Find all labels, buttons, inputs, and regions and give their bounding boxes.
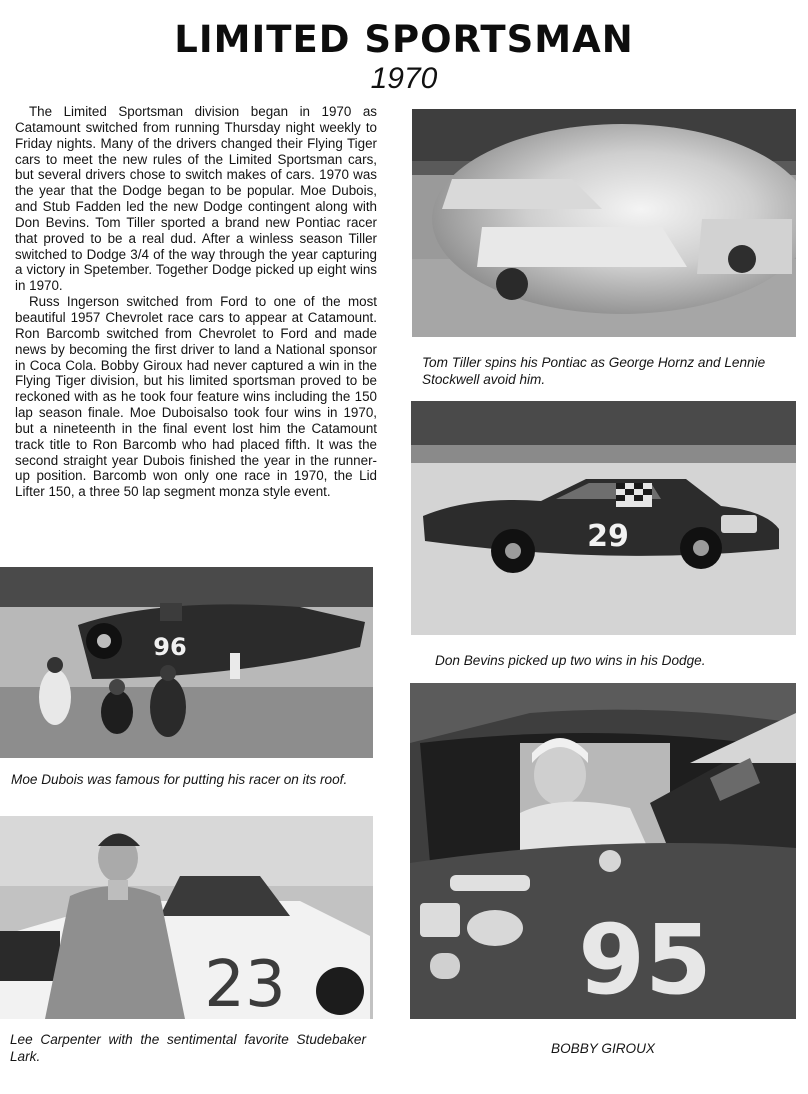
carpenter-car-number: 23 [204, 948, 286, 1019]
article-body [15, 104, 377, 500]
bevins-car-number: 29 [587, 519, 629, 554]
giroux-caption: BOBBY GIROUX [551, 1041, 655, 1056]
dubois-car-number: 96 [153, 633, 187, 661]
article-paragraph: The Limited Sportsman division began in 1970 as Catamount switched from running Thursday night weekly to Friday nights. Many of the drivers changed their Flying Tiger cars to meet the new rules of the Limited Sportsman cars, but several drivers chose to switch makes of cars. 1970 was the year that the Dodge began to be popular. Moe Dubois, and Stub Fadden led the new Dodge contingent along with Don Bevins. Tom Tiller sported a brand new Pontiac racer that proved to be a real dud. After a winless season Tiller switched to Dodge 3/4 of the way through the year capturing a victory in Spetember. Together Dodge picked up eight wins in 1970. [15, 104, 377, 294]
carpenter-photo [0, 816, 373, 1019]
page-year: 1970 [370, 62, 438, 95]
page-title: LIMITED SPORTSMAN [174, 18, 634, 61]
tiller-spin-photo [412, 109, 796, 337]
giroux-photo [410, 683, 796, 1019]
bevins-caption: Don Bevins picked up two wins in his Dodge. [435, 653, 706, 668]
dubois-photo [0, 567, 373, 758]
tiller-spin-caption: Tom Tiller spins his Pontiac as George Hornz and Lennie Stockwell avoid him. [422, 355, 766, 387]
dubois-caption: Moe Dubois was famous for putting his racer on its roof. [11, 772, 348, 787]
bevins-photo [411, 401, 796, 635]
giroux-car-number: 95 [578, 904, 712, 1016]
carpenter-caption: Lee Carpenter with the sentimental favorite Studebaker Lark. [10, 1032, 366, 1064]
article-paragraph: Russ Ingerson switched from Ford to one of the most beautiful 1957 Chevrolet race cars to appear at Catamount. Ron Barcomb switched from Chevrolet to Ford and made news by becoming the first driver to land a National sponsor in Coca Cola. Bobby Giroux had never captured a win in the Flying Tiger division, but his limited sportsman proved to be reckoned with as he took four feature wins including the 150 lap season finale. Moe Duboisalso took four wins in 1970, but a nineteenth in the final event lost him the Catamount track title to Ron Barcomb who had placed fifth. It was the second straight year Dubois finished the year in the runner-up position. Barcomb won only one race in 1970, the Lid Lifter 150, a three 50 lap segment monza style event. [15, 294, 377, 500]
